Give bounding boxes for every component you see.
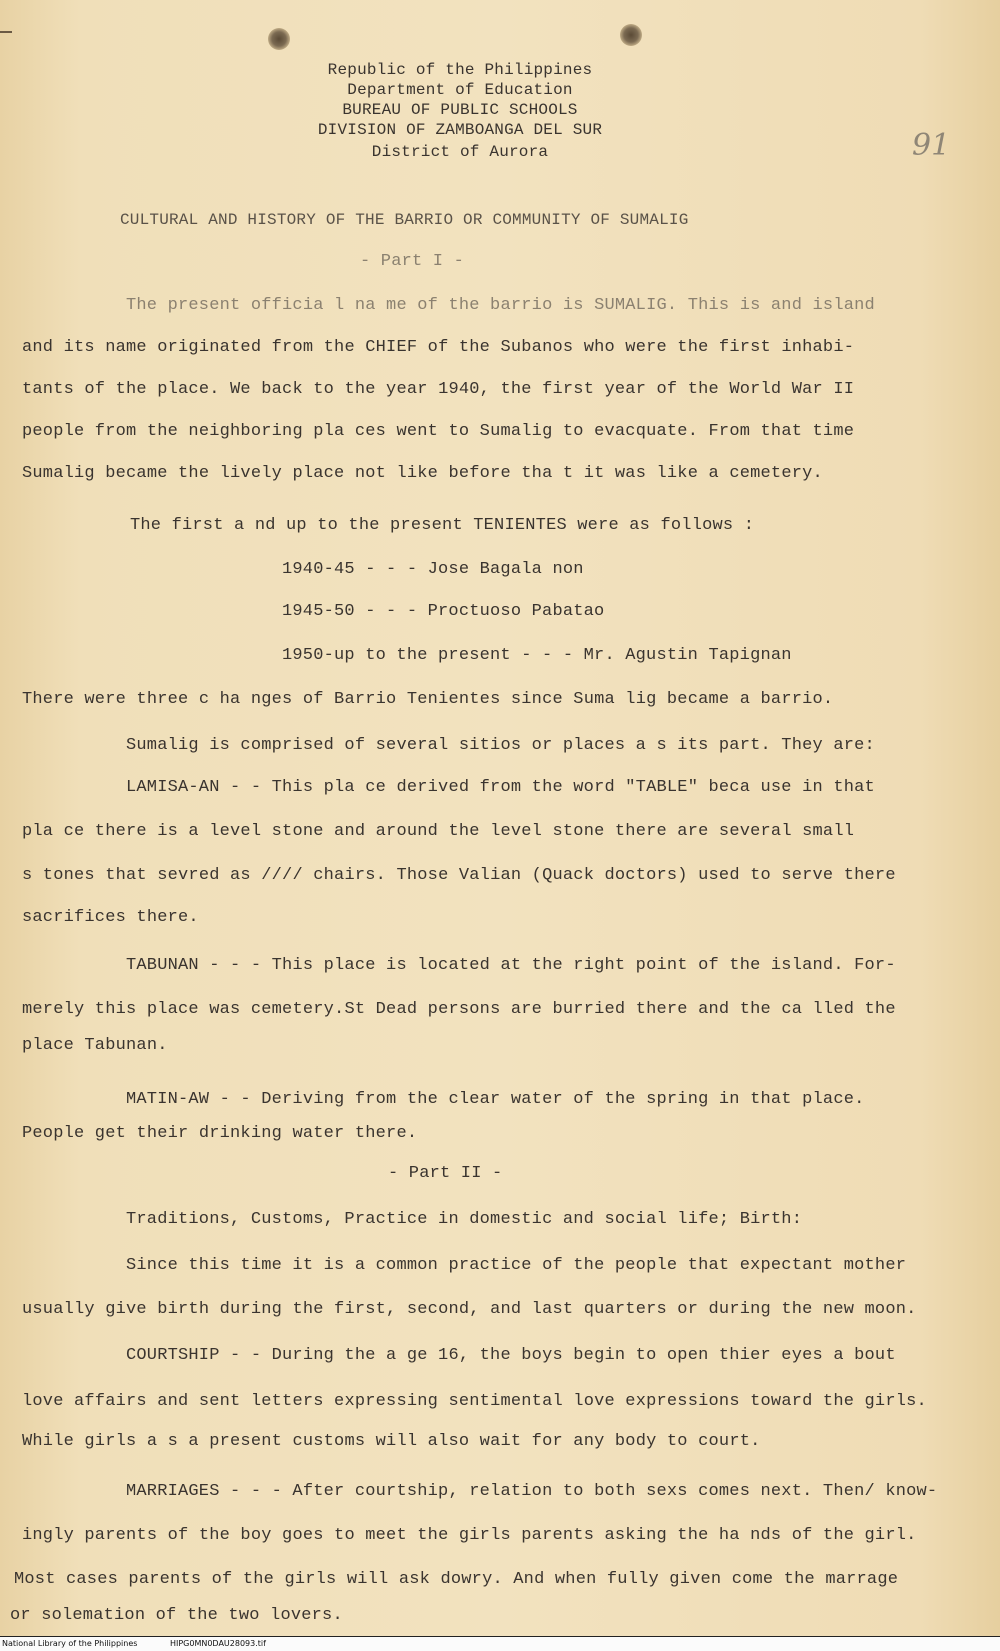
birth-line-2: usually give birth during the first, second, and last quarters or during the new moon. <box>22 1300 917 1319</box>
header-district: District of Aurora <box>371 143 549 161</box>
birth-line-1: Since this time it is a common practice of the people that expectant mother <box>126 1256 907 1275</box>
courtship-line-1: COURTSHIP - - During the a ge 16, the boys begin to open thier eyes a bout <box>126 1346 896 1365</box>
p3-sitios: Sumalig is comprised of several sitios or places a s its part. They are: <box>126 736 875 755</box>
courtship-line-2: love affairs and sent letters expressing sentimental love expressions toward the girls. <box>22 1392 927 1411</box>
teniente-3: 1950-up to the present - - - Mr. Agustin Tapignan <box>282 646 792 665</box>
header-republic: Republic of the Philippines <box>327 61 593 79</box>
marriages-line-3: Most cases parents of the girls will ask dowry. And when fully given come the marrage <box>14 1570 899 1589</box>
tabunan-line-2: merely this place was cemetery.St Dead persons are burried there and the ca lled the <box>22 1000 896 1019</box>
marriages-line-4: or solemation of the two lovers. <box>10 1606 343 1625</box>
marriages-line-2: ingly parents of the boy goes to meet the girls parents asking the ha nds of the girl. <box>22 1526 917 1545</box>
part2-heading: - Part II - <box>388 1164 503 1183</box>
tabunan-line-3: place Tabunan. <box>22 1036 168 1055</box>
p1-line-1: The present officia l na me of the barrio is SUMALIG. This is and island <box>126 296 875 315</box>
punch-hole-left <box>268 28 290 50</box>
lamisaan-line-3: s tones that sevred as //// chairs. Those Valian (Quack doctors) used to serve there <box>22 866 896 885</box>
teniente-1: 1940-45 - - - Jose Bagala non <box>282 560 584 579</box>
matinaw-line-1: MATIN-AW - - Deriving from the clear water of the spring in that place. <box>126 1090 865 1109</box>
scan-footer <box>0 1636 1000 1651</box>
header-department: Department of Education <box>347 81 573 99</box>
p1-line-2: and its name originated from the CHIEF of the Subanos who were the first inhabi- <box>22 338 855 357</box>
edge-mark <box>0 31 12 33</box>
header-bureau: BUREAU OF PUBLIC SCHOOLS <box>342 101 578 119</box>
document-title: CULTURAL AND HISTORY OF THE BARRIO OR COMMUNITY OF SUMALIG <box>120 211 689 229</box>
part1-heading: - Part I - <box>360 252 465 271</box>
p1-line-3: tants of the place. We back to the year 1940, the first year of the World War II <box>22 380 855 399</box>
footer-file-id: HIPG0MN0DAU28093.tif <box>169 1639 266 1648</box>
header-division: DIVISION OF ZAMBOANGA DEL SUR <box>317 121 603 139</box>
lamisaan-line-1: LAMISA-AN - - This pla ce derived from the word "TABLE" beca use in that <box>126 778 875 797</box>
p2-changes: There were three c ha nges of Barrio Tenientes since Suma lig became a barrio. <box>22 690 834 709</box>
footer-library: National Library of the Philippines <box>2 1639 138 1648</box>
p1-line-5: Sumalig became the lively place not like before tha t it was like a cemetery. <box>22 464 823 483</box>
tenientes-intro: The first a nd up to the present TENIENTES were as follows : <box>130 516 755 535</box>
matinaw-line-2: People get their drinking water there. <box>22 1124 418 1143</box>
lamisaan-line-2: pla ce there is a level stone and around the level stone there are several small <box>22 822 855 841</box>
teniente-2: 1945-50 - - - Proctuoso Pabatao <box>282 602 605 621</box>
handwritten-page-number: 91 <box>912 128 951 163</box>
lamisaan-line-4: sacrifices there. <box>22 908 199 927</box>
courtship-line-3: While girls a s a present customs will also wait for any body to court. <box>22 1432 761 1451</box>
traditions-heading: Traditions, Customs, Practice in domestic and social life; Birth: <box>126 1210 803 1229</box>
marriages-line-1: MARRIAGES - - - After courtship, relation to both sexs comes next. Then/ know- <box>126 1482 938 1501</box>
tabunan-line-1: TABUNAN - - - This place is located at the right point of the island. For- <box>126 956 896 975</box>
punch-hole-right <box>620 24 642 46</box>
p1-line-4: people from the neighboring pla ces went to Sumalig to evacquate. From that time <box>22 422 855 441</box>
